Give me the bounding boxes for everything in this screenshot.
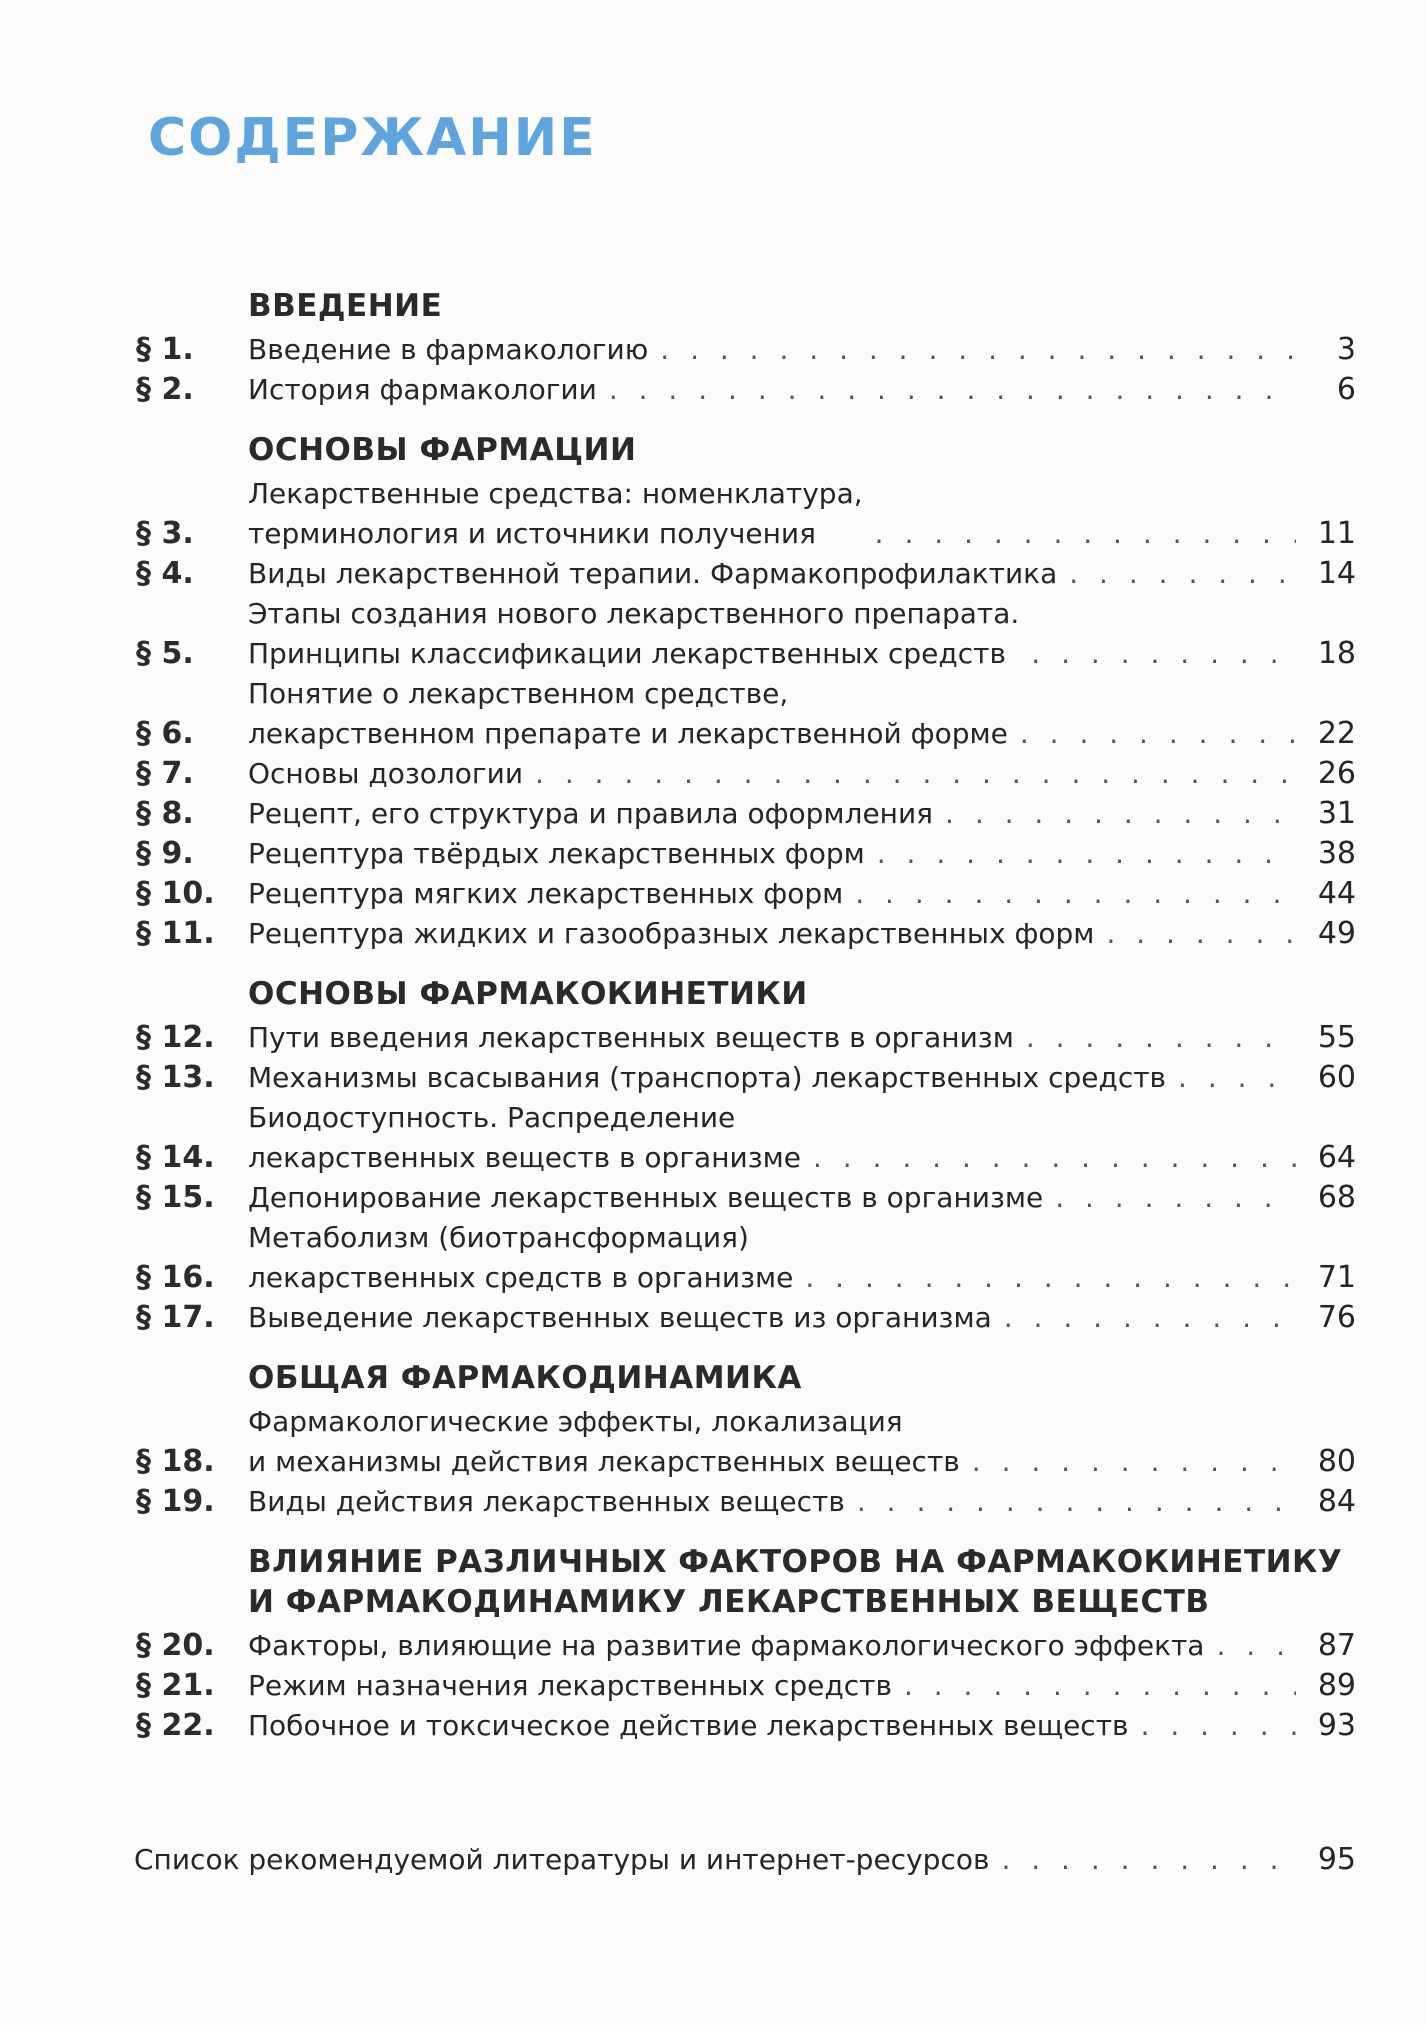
toc-entry[interactable] [136,1666,1356,1706]
entry-text: Основы дозологии [248,757,524,790]
entry-text: Выведение лекарственных веществ из организма [248,1301,992,1334]
section-number: § 6. [136,716,194,751]
toc-entry[interactable] [136,1626,1356,1666]
section-number: § 11. [136,916,215,951]
section-number: § 15. [136,1180,215,1215]
dot-leader [1057,554,1296,594]
toc-entry[interactable] [136,474,1356,554]
dot-leader [1204,1626,1296,1666]
entry-text: Лекарственные средства: номенклатура, терминология и источники получения [248,477,863,550]
entry-title-wrap [248,1218,1296,1298]
dot-leader [1094,914,1296,954]
section-heading: ОСНОВЫ ФАРМАЦИИ [248,432,637,468]
entry-text: Пути введения лекарственных веществ в организм [248,1021,1014,1054]
page-number: 11 [1317,516,1356,551]
section-number: § 7. [136,756,194,791]
toc-entry[interactable] [136,1018,1356,1058]
toc-section [136,1358,1356,1522]
page-number: 89 [1317,1668,1356,1703]
page-number: 6 [1336,372,1356,407]
page-number: 71 [1317,1260,1356,1295]
dot-leader [843,874,1296,914]
toc-entry[interactable] [136,1098,1356,1178]
section-number: § 4. [136,556,194,591]
section-heading: ОБЩАЯ ФАРМАКОДИНАМИКА [248,1360,802,1396]
entry-title-wrap [248,1482,1296,1522]
section-number: § 19. [136,1484,215,1519]
page-number: 22 [1317,716,1356,751]
entry-text: Рецептура жидких и газообразных лекарственных форм [248,917,1095,950]
toc-entry[interactable] [136,370,1356,410]
toc-entry[interactable] [136,674,1356,754]
dot-leader [1166,1058,1296,1098]
entry-title-wrap [248,1098,1296,1178]
entry-title-wrap [248,874,1296,914]
toc-entry[interactable] [136,834,1356,874]
toc-entry[interactable] [136,330,1356,370]
toc-entry[interactable] [136,1178,1356,1218]
dot-leader [1014,1018,1296,1058]
entry-title-wrap [248,1626,1296,1666]
entry-text: Понятие о лекарственном средстве, лекарственном препарате и лекарственной форме [248,677,1008,750]
entry-title-wrap [248,1058,1296,1098]
entry-title-wrap [248,554,1296,594]
section-heading: ВВЕДЕНИЕ [248,288,443,324]
entry-text: Этапы создания нового лекарственного препарата. Принципы классификации лекарственных средств [248,597,1020,670]
dot-leader [793,1258,1296,1298]
entry-text: История фармакологии [248,373,597,406]
entry-text: Рецептура мягких лекарственных форм [248,877,844,910]
page-number: 14 [1317,556,1356,591]
dot-leader [892,1666,1296,1706]
entry-text: Метаболизм (биотрансформация) лекарственных средств в организме [248,1221,794,1294]
section-number: § 9. [136,836,194,871]
entry-text: Биодоступность. Распределение лекарственных веществ в организме [248,1101,801,1174]
page-number: 87 [1317,1628,1356,1663]
section-number: § 2. [136,372,194,407]
entry-title-wrap [248,674,1296,754]
entry-title-wrap [248,474,1296,554]
toc-entry[interactable] [136,754,1356,794]
page-number: 26 [1317,756,1356,791]
section-number: § 20. [136,1628,215,1663]
toc-section [136,1542,1356,1746]
entry-title-wrap [248,594,1296,674]
dot-leader [863,514,1296,554]
toc-section [136,286,1356,410]
page-number: 31 [1317,796,1356,831]
entry-title-wrap [248,794,1296,834]
dot-leader [865,834,1296,874]
dot-leader [597,370,1296,410]
page-number: 44 [1317,876,1356,911]
page-number: 18 [1317,636,1356,671]
toc-entry[interactable] [136,914,1356,954]
entry-text: Виды лекарственной терапии. Фармакопрофилактика [248,557,1058,590]
toc-entry[interactable] [136,1482,1356,1522]
entry-text: Рецепт, его структура и правила оформления [248,797,934,830]
entry-title-wrap [248,754,1296,794]
toc-entry[interactable] [136,874,1356,914]
page-number: 68 [1317,1180,1356,1215]
dot-leader [933,794,1296,834]
section-number: § 17. [136,1300,215,1335]
toc-section [136,974,1356,1338]
entry-title-wrap [248,1402,1296,1482]
section-number: § 1. [136,332,194,367]
dot-leader [845,1482,1296,1522]
dot-leader [523,754,1296,794]
dot-leader [1129,1706,1296,1746]
section-heading: ВЛИЯНИЕ РАЗЛИЧНЫХ ФАКТОРОВ НА ФАРМАКОКИНЕТИКУ И ФАРМАКОДИНАМИКУ ЛЕКАРСТВЕННЫХ ВЕЩЕСТВ [248,1544,1343,1620]
entry-title-wrap [248,1298,1296,1338]
entry-text: Режим назначения лекарственных средств [248,1669,892,1702]
section-number: § 16. [136,1260,215,1295]
section-number: § 21. [136,1668,215,1703]
entry-text: Депонирование лекарственных веществ в организме [248,1181,1044,1214]
toc-entry[interactable] [136,1402,1356,1482]
page-number: 64 [1317,1140,1356,1175]
entry-title-wrap [248,914,1296,954]
page-number: 95 [1317,1842,1356,1877]
entry-text: Механизмы всасывания (транспорта) лекарственных средств [248,1061,1167,1094]
entry-text: Рецептура твёрдых лекарственных форм [248,837,865,870]
page-title: СОДЕРЖАНИЕ [148,108,597,168]
page-number: 60 [1317,1060,1356,1095]
entry-title-wrap [248,1018,1296,1058]
dot-leader [801,1138,1296,1178]
entry-title-wrap [248,1706,1296,1746]
section-number: § 10. [136,876,215,911]
toc-entry[interactable] [136,794,1356,834]
toc-entry[interactable] [136,1218,1356,1298]
toc-entry[interactable] [136,1298,1356,1338]
section-number: § 12. [136,1020,215,1055]
entry-text: Список рекомендуемой литературы и интернет-ресурсов [134,1843,990,1876]
section-number: § 13. [136,1060,215,1095]
dot-leader [960,1442,1296,1482]
toc-entry[interactable] [136,1706,1356,1746]
section-heading: ОСНОВЫ ФАРМАКОКИНЕТИКИ [248,976,808,1012]
entry-title-wrap [248,1178,1296,1218]
page-number: 80 [1317,1444,1356,1479]
dot-leader [1043,1178,1296,1218]
dot-leader [1019,634,1296,674]
section-number: § 18. [136,1444,215,1479]
toc-entry[interactable] [136,1058,1356,1098]
toc-footer-entry[interactable] [134,1840,1356,1880]
page-number: 49 [1317,916,1356,951]
entry-title-wrap [248,1666,1296,1706]
page-number: 38 [1317,836,1356,871]
entry-text: Факторы, влияющие на развитие фармакологического эффекта [248,1629,1205,1662]
toc-entry[interactable] [136,594,1356,674]
entry-title-wrap [248,370,1296,410]
entry-text: Виды действия лекарственных веществ [248,1485,845,1518]
section-number: § 14. [136,1140,215,1175]
dot-leader [989,1840,1296,1880]
section-number: § 8. [136,796,194,831]
toc-section [136,430,1356,954]
entry-title-wrap [248,834,1296,874]
table-of-contents [136,286,1356,1766]
section-number: § 5. [136,636,194,671]
dot-leader [648,330,1296,370]
dot-leader [992,1298,1296,1338]
page-number: 93 [1317,1708,1356,1743]
entry-text: Побочное и токсическое действие лекарственных веществ [248,1709,1129,1742]
page-number: 84 [1317,1484,1356,1519]
page-number: 3 [1336,332,1356,367]
page-number: 55 [1317,1020,1356,1055]
entry-text: Введение в фармакологию [248,333,649,366]
section-number: § 22. [136,1708,215,1743]
section-number: § 3. [136,516,194,551]
dot-leader [1008,714,1296,754]
toc-entry[interactable] [136,554,1356,594]
entry-text: Фармакологические эффекты, локализация и механизмы действия лекарственных веществ [248,1405,960,1478]
page-number: 76 [1317,1300,1356,1335]
entry-title-wrap [248,330,1296,370]
